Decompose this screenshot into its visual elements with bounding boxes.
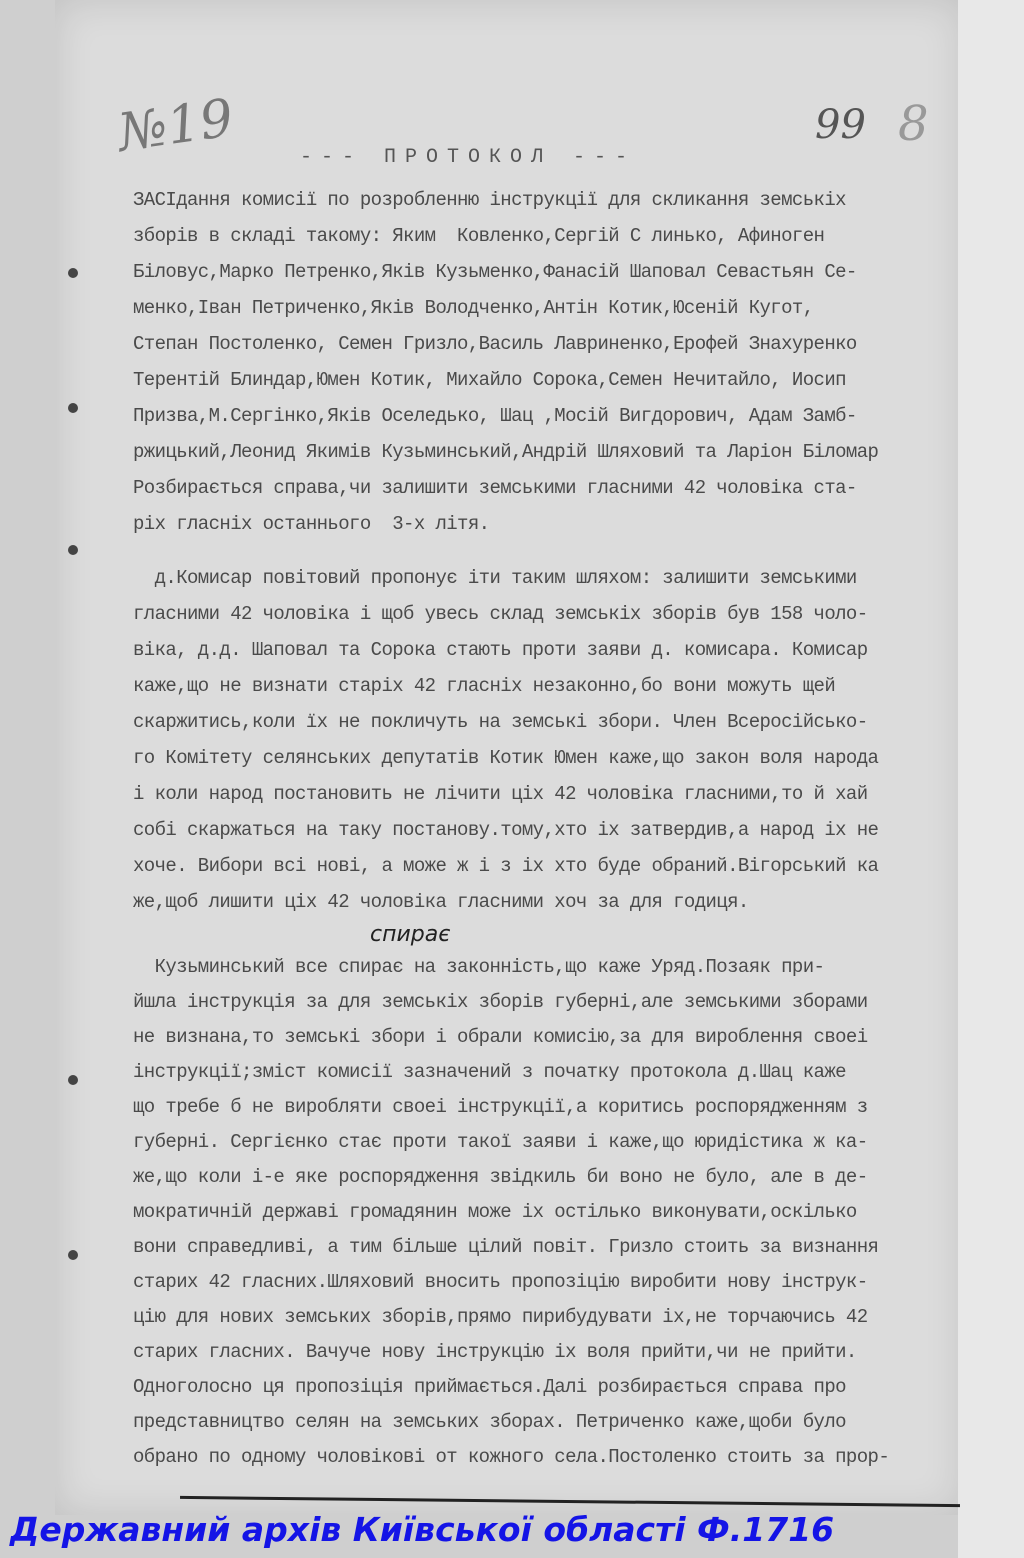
text-line: же,що коли і-е яке роспорядження звідкиль би воно не було, але в де-: [133, 1166, 868, 1188]
text-line: вони справедливі, а тим більше цілий повіт. Гризло стоить за визнання: [133, 1236, 879, 1258]
folio-number: 99: [815, 102, 866, 148]
punch-hole: [68, 268, 78, 278]
text-line: ЗАСІдання комисії по розробленню інструкції для скликання земськіх: [133, 189, 846, 211]
text-line: обрано по одному чоловікові от кожного села.Постоленко стоить за прор-: [133, 1446, 890, 1468]
sheet-number: 8: [898, 96, 929, 152]
text-line: мократичній державі громадянин може іх остілько виконувати,оскілько: [133, 1201, 857, 1223]
text-line: Степан Постоленко, Семен Гризло,Василь Лавриненко,Ерофей Знахуренко: [133, 333, 857, 355]
text-line: скаржитись,коли їх не покличуть на земськi збори. Член Всеросійсько-: [133, 711, 868, 733]
text-line: хоче. Вибори всі нові, а може ж і з іх хто буде обраний.Вігорський ка: [133, 855, 879, 877]
text-line: зборів в складі такому: Яким Ковленко,Сергій С линько, Афиноген: [133, 225, 825, 247]
text-line: Терентій Блиндар,Юмен Котик, Михайло Сорока,Семен Нечитайло, Иосип: [133, 369, 846, 391]
text-line: представництво селян на земських зборах. Петриченко каже,щоби було: [133, 1411, 846, 1433]
text-line: Одноголосно ця пропозіція приймається.Далі розбирається справа про: [133, 1376, 846, 1398]
text-line: го Комітету селянських депутатів Котик Юмен каже,що закон воля народа: [133, 747, 879, 769]
text-line: старих 42 гласних.Шляховий вносить пропозіцію виробити нову інструк-: [133, 1271, 868, 1293]
punch-hole: [68, 1250, 78, 1260]
punch-hole: [68, 545, 78, 555]
punch-hole: [68, 403, 78, 413]
text-line: що требе б не виробляти своеі інструкції,а коритись роспорядженням з: [133, 1096, 868, 1118]
text-line: йшла інструкція за для земськіх зборів губерні,але земськими зборами: [133, 991, 868, 1013]
text-line: губерні. Сергієнко стає проти такої заяви і каже,що юридістика ж ка-: [133, 1131, 868, 1153]
paragraph-commissar: [133, 560, 963, 920]
text-line: інструкції;зміст комисії зазначений з початку протокола д.Шац каже: [133, 1061, 846, 1083]
text-line: і коли народ постановить не лічити ціх 42 чоловіка гласними,то й хай: [133, 783, 868, 805]
text-line: Біловус,Марко Петренко,Яків Кузьменко,Фанасій Шаповал Севастьян Се-: [133, 261, 857, 283]
text-line: менко,Іван Петриченко,Яків Володченко,Антін Котик,Юсеній Кугот,: [133, 297, 814, 319]
text-line: старих гласних. Вачуче нову інструкцію іх воля прийти,чи не прийти.: [133, 1341, 857, 1363]
text-line: собі скаржаться на таку постанову.тому,хто іх затвердив,а народ іх не: [133, 819, 879, 841]
text-line: Розбирається справа,чи залишити земськими гласними 42 чоловіка ста-: [133, 477, 857, 499]
text-line: гласними 42 чоловіка і щоб увесь склад земськіх зборів був 158 чоло-: [133, 603, 868, 625]
text-line: Призва,М.Сергінко,Яків Оселедько, Шац ,Мосій Вигдорович, Адам Замб-: [133, 405, 857, 427]
scan-edge: [958, 0, 1024, 1558]
handwritten-number: №19: [114, 88, 237, 164]
text-line: ржицький,Леонид Якимів Кузьминський,Андрій Шляховий та Ларіон Біломар: [133, 441, 879, 463]
text-line: віка, д.д. Шаповал та Сорока стають проти заяви д. комисара. Комисар: [133, 639, 868, 661]
text-line: каже,що не визнати старіх 42 гласніх незаконно,бо вони можуть щей: [133, 675, 836, 697]
paragraph-kuzminsky: [133, 950, 963, 1475]
archive-caption: Державний архів Київської області Ф.1716: [10, 1510, 835, 1549]
text-line: Кузьминський все спирає на законність,що каже Уряд.Позаяк при-: [133, 956, 825, 978]
text-line: цію для нових земських зборів,прямо пирибудувати іх,не торчаючись 42: [133, 1306, 868, 1328]
text-line: д.Комисар повітовий пропонує іти таким шляхом: залишити земськими: [133, 567, 857, 589]
text-line: же,щоб лишити ціх 42 чоловіка гласними хоч за для годиця.: [133, 891, 749, 913]
text-line: не визнана,то земські збори і обрали комисію,за для вироблення своеі: [133, 1026, 868, 1048]
handwritten-correction: спирає: [370, 922, 451, 947]
text-line: ріх гласніх останнього 3-х літя.: [133, 513, 490, 535]
punch-hole: [68, 1075, 78, 1085]
paragraph-attendees: [133, 182, 963, 542]
document-title: --- ПРОТОКОЛ ---: [300, 146, 637, 169]
